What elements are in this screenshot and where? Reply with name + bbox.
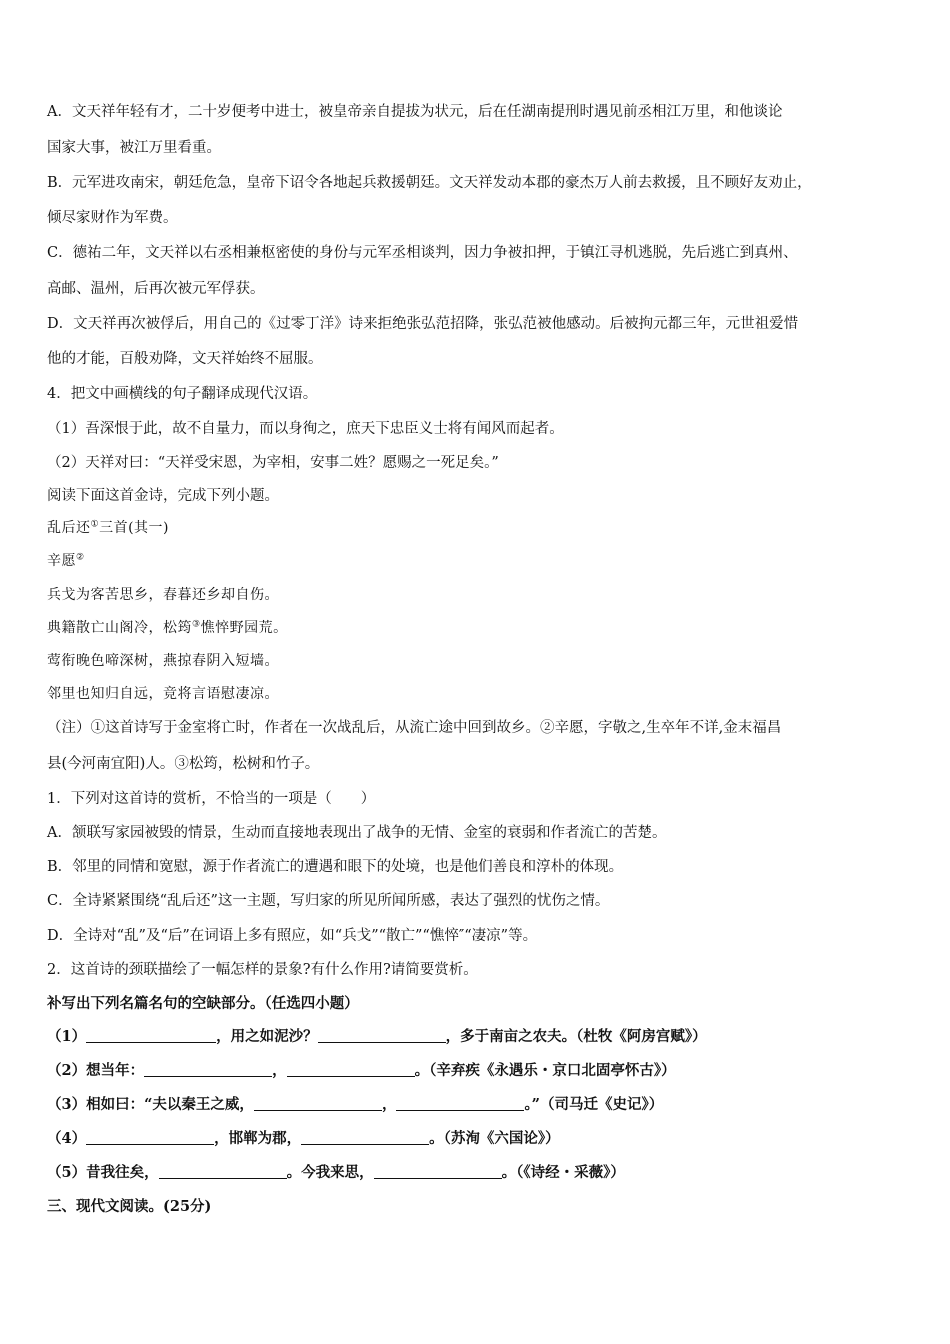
blank-5b[interactable]: [374, 1164, 502, 1179]
blank-1b[interactable]: [318, 1028, 446, 1043]
fill-3-post: 。”（司马迁《史记》）: [524, 1096, 664, 1113]
poem-title: [47, 518, 169, 538]
q4-sentence-2: （2）天祥对曰：“天祥受宋恩，为宰相，安事二姓？愿赐之一死足矣。”: [47, 455, 499, 471]
poem-line-2: [47, 618, 288, 638]
fill-5-mid: 。今我来思，: [286, 1164, 374, 1181]
note-mark-2: ②: [76, 552, 85, 563]
poem-title-text: 乱后还: [47, 520, 91, 536]
poem-q1-option-a: A．颔联写家园被毁的情景，生动而直接地表现出了战争的无情、金室的衰弱和作者流亡的苦楚。: [47, 825, 667, 841]
poem-q1-option-b: B．邻里的同情和宽慰，源于作者流亡的遭遇和眼下的处境，也是他们善良和淳朴的体现。: [47, 859, 624, 875]
poem-title-rest: 三首(其一): [99, 520, 170, 536]
fill-5-pre: （5）昔我往矣，: [47, 1164, 159, 1181]
poem-note-line2: 县(今河南宜阳)人。③松筠，松树和竹子。: [47, 756, 320, 772]
fill-item-1: [47, 1027, 707, 1047]
blank-1a[interactable]: [86, 1028, 216, 1043]
option-d-line2: 他的才能，百般劝降，文天祥始终不屈服。: [47, 351, 323, 367]
section-3-heading: 三、现代文阅读。(25分): [47, 1198, 212, 1215]
option-b-line2: 倾尽家财作为军费。: [47, 210, 178, 226]
fill-item-4: [47, 1129, 560, 1149]
fill-3-pre: （3）相如曰：“夫以秦王之威，: [47, 1096, 254, 1113]
note-mark-1: ①: [90, 519, 100, 530]
fill-1-pre: （1）: [47, 1028, 87, 1045]
blank-4b[interactable]: [301, 1130, 429, 1145]
fill-item-3: [47, 1095, 663, 1115]
poem-line-2b: 憔悴野园荒。: [200, 620, 288, 636]
blank-2a[interactable]: [144, 1062, 272, 1077]
option-d-line1: D．文天祥再次被俘后，用自己的《过零丁洋》诗来拒绝张弘范招降，张弘范被他感动。后被拘元都三年，元世祖爱惜: [47, 316, 799, 332]
fill-4-pre: （4）: [47, 1130, 87, 1147]
poem-line-1: 兵戈为客苦思乡，春暮还乡却自伤。: [47, 587, 279, 603]
blank-2b[interactable]: [287, 1062, 415, 1077]
fill-1-mid: ，用之如泥沙？: [216, 1028, 318, 1045]
option-a-line2: 国家大事，被江万里看重。: [47, 140, 221, 156]
poem-line-4: 邻里也知归自远，竞将言语慰凄凉。: [47, 686, 279, 702]
blank-3b[interactable]: [396, 1096, 524, 1111]
blank-4a[interactable]: [86, 1130, 214, 1145]
note-mark-3: ③: [192, 619, 201, 630]
fill-item-2: [47, 1061, 676, 1081]
poem-q1-option-d: D．全诗对“乱”及“后”在词语上多有照应，如“兵戈”“散亡”“憔悴″“凄凉”等。: [47, 928, 538, 944]
fill-3-mid: ，: [381, 1096, 397, 1113]
option-a-line1: A．文天祥年轻有才，二十岁便考中进士，被皇帝亲自提拔为状元，后在任湖南提刑时遇见前丞相江万里，和他谈论: [47, 104, 783, 120]
poem-q2: 2．这首诗的颈联描绘了一幅怎样的景象?有什么作用?请简要赏析。: [47, 962, 478, 978]
fill-2-mid: ，: [272, 1062, 287, 1079]
fill-2-post: 。（辛弃疾《永遇乐・京口北固亭怀古》）: [414, 1062, 676, 1079]
fill-heading: 补写出下列名篇名句的空缺部分。（任选四小题）: [47, 995, 359, 1012]
fill-4-mid: ，邯郸为郡，: [214, 1130, 302, 1147]
poem-q1: 1．下列对这首诗的赏析，不恰当的一项是（ ）: [47, 791, 376, 807]
fill-4-post: 。（苏洵《六国论》）: [429, 1130, 560, 1147]
fill-5-post: 。（《诗经・采薇》）: [501, 1164, 625, 1181]
poem-note-line1: （注）①这首诗写于金室将亡时，作者在一次战乱后，从流亡途中回到故乡。②辛愿，字敬之,生卒年不详,金末福昌: [47, 720, 782, 736]
q4-prompt: 4．把文中画横线的句子翻译成现代汉语。: [47, 386, 318, 402]
option-b-line1: B．元军进攻南宋，朝廷危急，皇帝下诏令各地起兵救援朝廷。文天祥发动本郡的豪杰万人前去救援，且不顾好友劝止，: [47, 175, 812, 191]
q4-sentence-1: （1）吾深恨于此，故不自量力，而以身徇之，庶天下忠臣义士将有闻风而起者。: [47, 421, 564, 437]
option-c-line2: 高邮、温州，后再次被元军俘获。: [47, 281, 265, 297]
fill-1-post: ，多于南亩之农夫。（杜牧《阿房宫赋》）: [445, 1028, 707, 1045]
poem-line-2a: 典籍散亡山阁冷，松筠: [47, 620, 192, 636]
poem-line-3: 莺衔晚色啼深树，燕掠春阴入短墙。: [47, 653, 279, 669]
fill-item-5: [47, 1163, 625, 1183]
option-c-line1: C．德祐二年，文天祥以右丞相兼枢密使的身份与元军丞相谈判，因力争被扣押，于镇江寻机逃脱，先后逃亡到真州、: [47, 245, 798, 261]
fill-2-pre: （2）想当年：: [47, 1062, 145, 1079]
poem-intro: 阅读下面这首金诗，完成下列小题。: [47, 488, 279, 504]
blank-5a[interactable]: [159, 1164, 287, 1179]
blank-3a[interactable]: [254, 1096, 382, 1111]
poem-q1-option-c: C．全诗紧紧围绕“乱后还”这一主题，写归家的所见所闻所感，表达了强烈的忧伤之情。: [47, 893, 610, 909]
poem-author: [47, 551, 85, 571]
poem-author-name: 辛愿: [47, 553, 76, 569]
